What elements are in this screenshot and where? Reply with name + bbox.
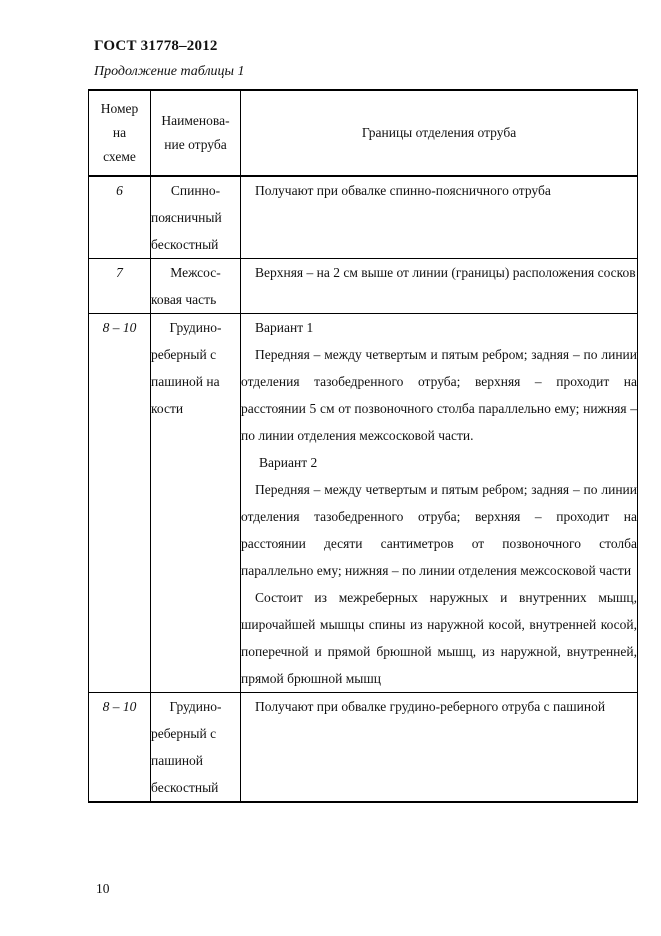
cut-borders (241, 314, 638, 693)
cut-borders: Получают при обвалке грудино-реберного отруба с пашиной (241, 693, 638, 803)
table-row (89, 314, 638, 693)
cut-name: Грудино- реберный с пашиной на кости (151, 314, 241, 693)
variant-1-label: Вариант 1 (255, 320, 314, 335)
row-number: 8 – 10 (89, 693, 151, 803)
variant-2-label: Вариант 2 (259, 455, 318, 470)
column-header-name: Наименова- ние отруба (151, 90, 241, 176)
cut-name: Спинно- поясничный бескостный (151, 176, 241, 259)
cut-name: Межсос- ковая часть (151, 259, 241, 314)
row-number: 8 – 10 (89, 314, 151, 693)
table-continuation-caption: Продолжение таблицы 1 (94, 64, 245, 79)
table-row (89, 176, 638, 259)
column-header-number: Номер на схеме (89, 90, 151, 176)
cut-name: Грудино- реберный с пашиной бескостный (151, 693, 241, 803)
column-header-borders: Границы отделения отруба (241, 90, 638, 176)
row-number: 6 (89, 176, 151, 259)
cuts-table (88, 89, 638, 803)
cut-borders: Верхняя – на 2 см выше от линии (границы) расположения сосков (241, 259, 638, 314)
table-row (89, 259, 638, 314)
composition-text: Состоит из межреберных наружных и внутренних мышц, широчайшей мышцы спины из наружной косой, внутренней косой, поперечной и прямой брюшной мышц, из наружной, внутренней, прямой брюшной мышц (241, 590, 637, 686)
page-number: 10 (96, 881, 110, 896)
document-standard-code: ГОСТ 31778–2012 (94, 38, 218, 54)
variant-1-text: Передняя – между четвертым и пятым ребром; задняя – по линии отделения тазобедренного отруба; верхняя – проходит на расстоянии 5 см от позвоночного столба параллельно ему; нижняя – по линии отделения межсосковой части. (241, 347, 637, 443)
variant-2-text: Передняя – между четвертым и пятым ребром; задняя – по линии отделения тазобедренного отруба; верхняя – проходит на расстоянии десяти сантиметров от позвоночного столба параллельно ему; нижняя – по линии отделения межсосковой части (241, 482, 637, 578)
row-number: 7 (89, 259, 151, 314)
cut-borders: Получают при обвалке спинно-поясничного отруба (241, 176, 638, 259)
table-row (89, 693, 638, 803)
table-header-row (89, 90, 638, 176)
